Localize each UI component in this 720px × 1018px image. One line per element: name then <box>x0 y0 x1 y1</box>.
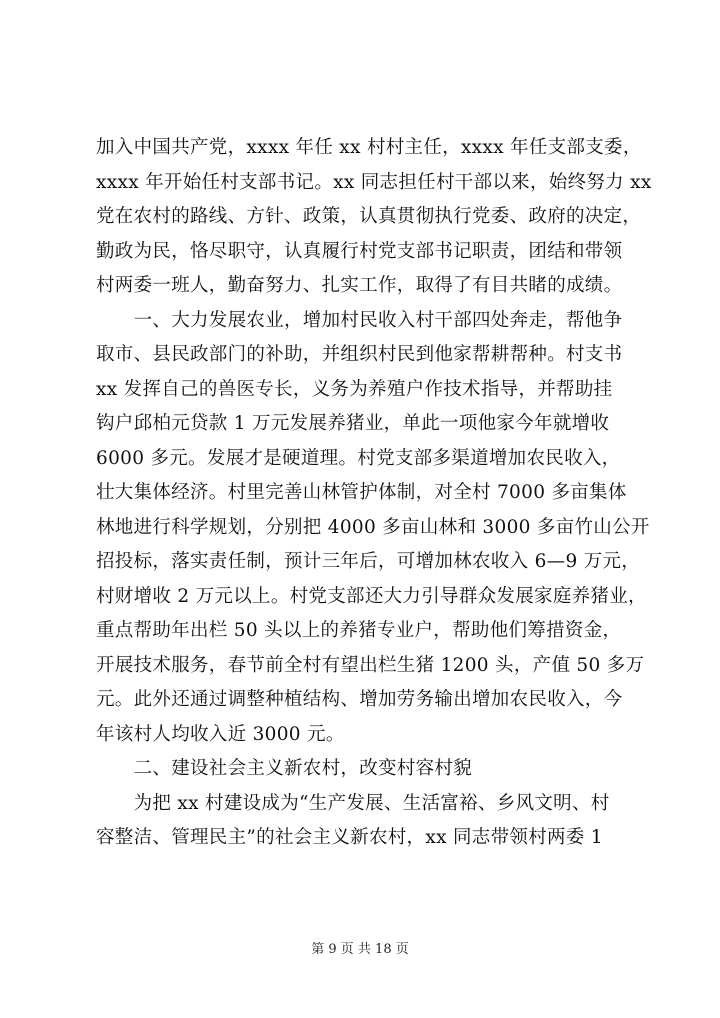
text-line: 招投标，落实责任制，预计三年后，可增加林农收入 6—9 万元， <box>96 551 641 572</box>
body-text <box>96 131 652 856</box>
page-number-footer: 第 9 页 共 18 页 <box>311 942 409 957</box>
text-line: 为把 xx 村建设成为“生产发展、生活富裕、乡风文明、村 <box>96 792 610 814</box>
text-line: 党在农村的路线、方针、政策，认真贯彻执行党委、政府的决定， <box>96 206 642 227</box>
text-line: xxxx 年开始任村支部书记。xx 同志担任村干部以来，始终努力 xx <box>96 171 652 193</box>
text-line: 钩户邱柏元贷款 1 万元发展养猪业，单此一项他家今年就增收 <box>96 413 610 434</box>
text-line: 容整洁、管理民主”的社会主义新农村，xx 同志带领村两委 1 <box>96 827 603 848</box>
text-line: 取市、县民政部门的补助，并组织村民到他家帮耕帮种。村支书 <box>96 344 623 365</box>
text-line: 林地进行科学规划，分别把 4000 多亩山林和 3000 多亩竹山公开 <box>96 516 650 538</box>
text-line: 壮大集体经济。村里完善山林管护体制，对全村 7000 多亩集体 <box>96 482 627 503</box>
text-line: 重点帮助年出栏 50 头以上的养猪专业户，帮助他们筹措资金， <box>96 620 622 641</box>
text-line: 元。此外还通过调整种植结构、增加劳务输出增加农民收入，今 <box>96 689 623 710</box>
text-line: 一、大力发展农业，增加村民收入村干部四处奔走，帮他争 <box>96 309 623 331</box>
text-line: 村两委一班人，勤奋努力、扎实工作，取得了有目共睹的成绩。 <box>96 275 623 296</box>
section-heading: 二、建设社会主义新农村，改变村容村貌 <box>96 758 473 779</box>
text-line: 村财增收 2 万元以上。村党支部还大力引导群众发展家庭养猪业， <box>96 585 647 607</box>
text-line: 年该村人均收入近 3000 元。 <box>96 723 345 745</box>
text-line: 勤政为民，恪尽职守，认真履行村党支部书记职责，团结和带领 <box>96 240 623 262</box>
text-line: xx 发挥自己的兽医专长，义务为养殖户作技术指导，并帮助挂 <box>96 378 613 400</box>
text-line: 6000 多元。发展才是硬道理。村党支部多渠道增加农民收入， <box>96 447 621 469</box>
text-line: 开展技术服务，春节前全村有望出栏生猪 1200 头，产值 50 多万 <box>96 654 645 676</box>
text-line: 加入中国共产党，xxxx 年任 xx 村村主任，xxxx 年任支部支委， <box>96 137 642 158</box>
